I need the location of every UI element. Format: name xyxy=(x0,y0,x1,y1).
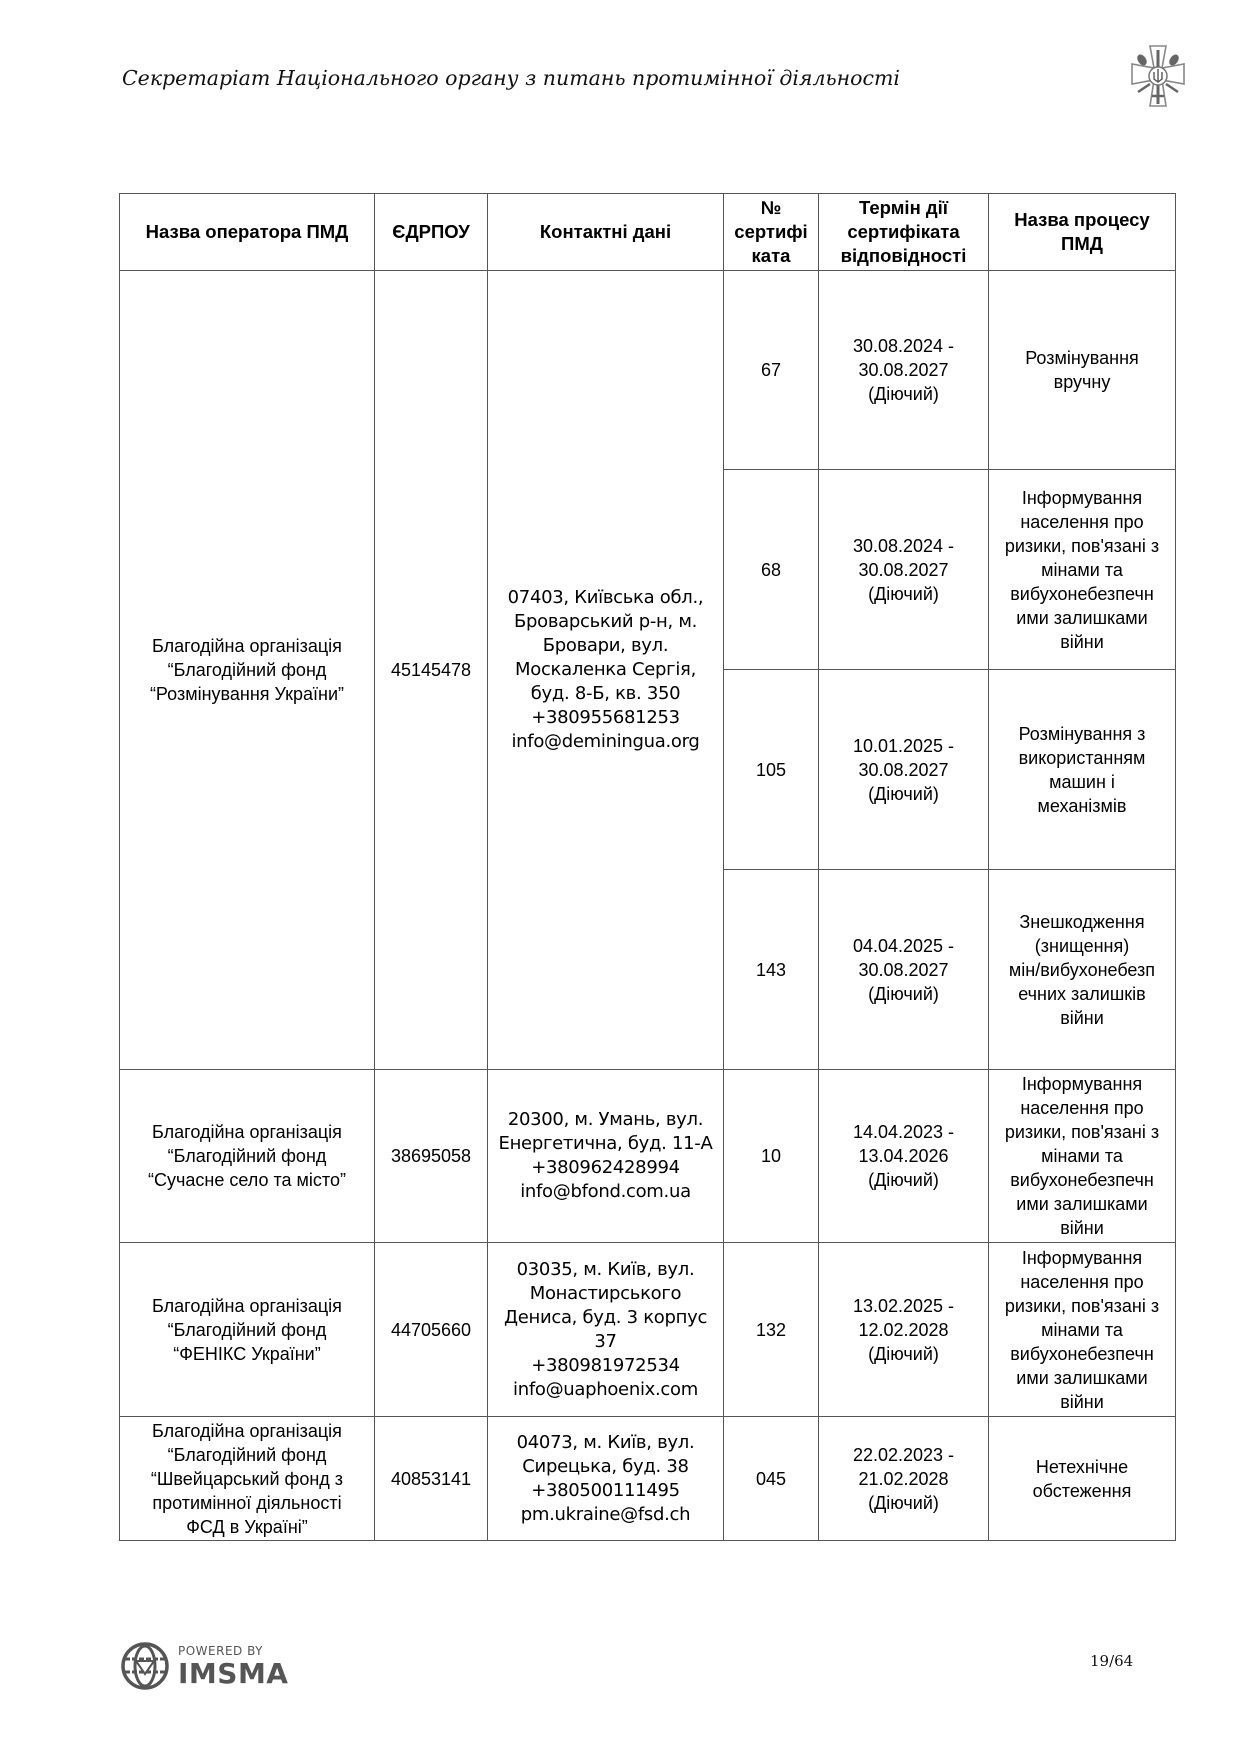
process-line: Знешкодження xyxy=(1019,911,1145,932)
term-end: 30.08.2027 xyxy=(858,959,949,980)
operator-name-cell xyxy=(120,1243,375,1417)
contact-email: pm.ukraine@fsd.ch xyxy=(520,1503,691,1525)
term-end: 30.08.2027 xyxy=(858,360,949,380)
term-end: 30.08.2027 xyxy=(858,559,949,580)
contact-cell xyxy=(488,1070,724,1243)
column-header-edrpou: ЄДРПОУ xyxy=(375,194,488,271)
contact-line: Броварський р-н, м. xyxy=(513,611,698,632)
contact-line: Монастирського xyxy=(529,1282,682,1304)
cert-number-cell: 67 xyxy=(724,271,819,470)
process-cell xyxy=(989,870,1176,1070)
contact-email: info@deminingua.org xyxy=(511,731,700,752)
cert-number-cell: 132 xyxy=(724,1243,819,1417)
operator-name-line: “Швейцарський фонд з xyxy=(150,1468,344,1489)
process-line: ечних залишків xyxy=(1018,983,1146,1004)
cert-term-cell xyxy=(819,1070,989,1243)
process-line: використанням xyxy=(1018,747,1146,768)
contact-email: info@bfond.com.ua xyxy=(520,1181,691,1202)
process-cell xyxy=(989,1417,1176,1541)
contact-line: Енергетична, буд. 11-А xyxy=(498,1133,713,1154)
process-line: мін/вибухонебезп xyxy=(1008,959,1156,980)
process-cell xyxy=(989,271,1176,470)
process-line: Розмінування з xyxy=(1018,723,1146,744)
status-badge: (Діючий) xyxy=(868,983,939,1004)
term-end: 13.04.2026 xyxy=(858,1146,949,1166)
term-start: 13.02.2025 - xyxy=(852,1295,955,1316)
operator-name-line: “Благодійний фонд xyxy=(167,660,327,680)
term-start: 30.08.2024 - xyxy=(852,535,955,556)
cert-term-cell xyxy=(819,1243,989,1417)
process-line: вибухонебезпечн xyxy=(1010,583,1154,604)
operator-name-line: Благодійна організація xyxy=(152,1122,342,1142)
process-line: мінами та xyxy=(1041,559,1123,580)
status-badge: (Діючий) xyxy=(868,783,939,804)
status-badge: (Діючий) xyxy=(868,1492,939,1513)
cert-term-cell xyxy=(819,870,989,1070)
status-badge: (Діючий) xyxy=(868,384,939,404)
table-row xyxy=(120,271,1176,470)
contact-email: info@uaphoenix.com xyxy=(513,1378,698,1400)
imsma-globe-icon xyxy=(120,1641,170,1691)
column-header-contact: Контактні дані xyxy=(488,194,724,271)
cert-number-cell: 10 xyxy=(724,1070,819,1243)
operator-name-cell xyxy=(120,1417,375,1541)
contact-line: Бровари, вул. xyxy=(542,635,669,656)
contact-line: 37 xyxy=(594,1330,617,1352)
status-badge: (Діючий) xyxy=(868,1343,939,1364)
process-line: Інформування xyxy=(1021,1074,1143,1094)
header-title: Секретаріат Національного органу з питань протимінної діяльності xyxy=(122,66,900,90)
operator-name-line: Благодійна організація xyxy=(152,636,342,656)
operator-name-line: “ФЕНІКС України” xyxy=(173,1343,321,1364)
operator-name-line: “Благодійний фонд xyxy=(167,1319,327,1340)
process-cell xyxy=(989,470,1176,670)
process-line: ими залишками xyxy=(1016,1367,1148,1388)
contact-phone: +380962428994 xyxy=(531,1157,680,1178)
contact-cell xyxy=(488,1417,724,1541)
process-cell xyxy=(989,1243,1176,1417)
status-badge: (Діючий) xyxy=(868,583,939,604)
contact-line: буд. 8-Б, кв. 350 xyxy=(530,683,681,704)
process-line: Нетехнічне xyxy=(1035,1456,1129,1477)
process-line: мінами та xyxy=(1041,1146,1123,1166)
cert-number-cell: 143 xyxy=(724,870,819,1070)
contact-cell xyxy=(488,1243,724,1417)
cert-term-cell xyxy=(819,670,989,870)
column-header-operator: Назва оператора ПМД xyxy=(120,194,375,271)
term-start: 10.01.2025 - xyxy=(852,735,955,756)
operator-name-line: “Розмінування України” xyxy=(149,684,345,704)
process-line: війни xyxy=(1060,1218,1104,1238)
term-start: 22.02.2023 - xyxy=(852,1444,955,1465)
term-start: 30.08.2024 - xyxy=(852,336,955,356)
process-line: (знищення) xyxy=(1034,935,1130,956)
contact-line: 04073, м. Київ, вул. xyxy=(516,1431,695,1453)
process-line: мінами та xyxy=(1041,1319,1123,1340)
process-line: населення про xyxy=(1020,511,1144,532)
contact-phone: +380500111495 xyxy=(531,1479,680,1501)
process-line: Розмінування xyxy=(1025,348,1139,368)
imsma-logo xyxy=(120,1641,288,1691)
process-line: ими залишками xyxy=(1016,607,1148,628)
table-header-row xyxy=(120,194,1176,271)
operator-name-line: Благодійна організація xyxy=(152,1295,342,1316)
process-line: населення про xyxy=(1020,1098,1144,1118)
process-line: обстеження xyxy=(1032,1480,1132,1501)
status-badge: (Діючий) xyxy=(868,1170,939,1190)
contact-line: Дениса, буд. 3 корпус xyxy=(503,1306,708,1328)
process-line: механізмів xyxy=(1037,795,1127,816)
operator-name-line: протимінної діяльності xyxy=(152,1492,342,1513)
edrpou-cell: 38695058 xyxy=(375,1070,488,1243)
process-line: машин і xyxy=(1049,771,1115,792)
process-line: війни xyxy=(1060,1007,1104,1028)
process-cell xyxy=(989,670,1176,870)
contact-phone: +380955681253 xyxy=(531,707,680,728)
contact-cell xyxy=(488,271,724,1070)
column-header-cert-term: Термін дії сертифіката відповідності xyxy=(819,194,989,271)
contact-line: 07403, Київська обл., xyxy=(507,587,704,608)
imsma-brand: IMSMA xyxy=(178,1656,289,1690)
process-line: війни xyxy=(1060,631,1104,652)
contact-phone: +380981972534 xyxy=(531,1354,680,1376)
process-line: ризики, пов'язані з xyxy=(1004,1295,1160,1316)
table-row xyxy=(120,1070,1176,1243)
cert-number-cell: 68 xyxy=(724,470,819,670)
powered-by-label: POWERED BY xyxy=(178,1643,264,1658)
ministry-emblem-icon xyxy=(1124,44,1192,112)
cert-term-cell xyxy=(819,470,989,670)
process-line: ими залишками xyxy=(1016,1194,1148,1214)
cert-number-cell: 105 xyxy=(724,670,819,870)
operator-name-line: ФСД в Україні” xyxy=(186,1516,308,1537)
edrpou-cell: 44705660 xyxy=(375,1243,488,1417)
edrpou-cell: 45145478 xyxy=(375,271,488,1070)
edrpou-cell: 40853141 xyxy=(375,1417,488,1541)
operator-name-line: “Благодійний фонд xyxy=(167,1444,327,1465)
operator-name-cell xyxy=(120,1070,375,1243)
process-line: ризики, пов'язані з xyxy=(1004,1122,1160,1142)
operator-name-cell xyxy=(120,271,375,1070)
process-line: вибухонебезпечн xyxy=(1010,1343,1154,1364)
column-header-cert-number: № сертифі ката xyxy=(724,194,819,271)
table-row xyxy=(120,1417,1176,1541)
contact-line: Сирецька, буд. 38 xyxy=(522,1455,689,1477)
process-line: війни xyxy=(1060,1391,1104,1412)
process-line: Інформування xyxy=(1021,487,1143,508)
term-start: 04.04.2025 - xyxy=(852,935,955,956)
term-end: 30.08.2027 xyxy=(858,759,949,780)
term-start: 14.04.2023 - xyxy=(852,1122,955,1142)
operator-name-line: “Благодійний фонд xyxy=(167,1146,327,1166)
term-end: 12.02.2028 xyxy=(858,1319,949,1340)
process-cell xyxy=(989,1070,1176,1243)
contact-line: 20300, м. Умань, вул. xyxy=(507,1109,704,1130)
table-row xyxy=(120,1243,1176,1417)
page-number: 19/64 xyxy=(1090,1652,1134,1670)
process-line: вибухонебезпечн xyxy=(1010,1170,1154,1190)
process-line: населення про xyxy=(1020,1271,1144,1292)
contact-line: Москаленка Сергія, xyxy=(515,659,696,680)
process-line: Інформування xyxy=(1021,1247,1143,1268)
cert-term-cell xyxy=(819,271,989,470)
cert-term-cell xyxy=(819,1417,989,1541)
operator-name-line: Благодійна організація xyxy=(152,1420,342,1441)
process-line: вручну xyxy=(1053,372,1111,392)
column-header-process: Назва процесу ПМД xyxy=(989,194,1176,271)
term-end: 21.02.2028 xyxy=(858,1468,949,1489)
operator-name-line: “Сучасне село та місто” xyxy=(148,1170,346,1190)
process-line: ризики, пов'язані з xyxy=(1004,535,1160,556)
contact-line: 03035, м. Київ, вул. xyxy=(516,1258,695,1280)
cert-number-cell: 045 xyxy=(724,1417,819,1541)
operators-table xyxy=(119,193,1176,1541)
